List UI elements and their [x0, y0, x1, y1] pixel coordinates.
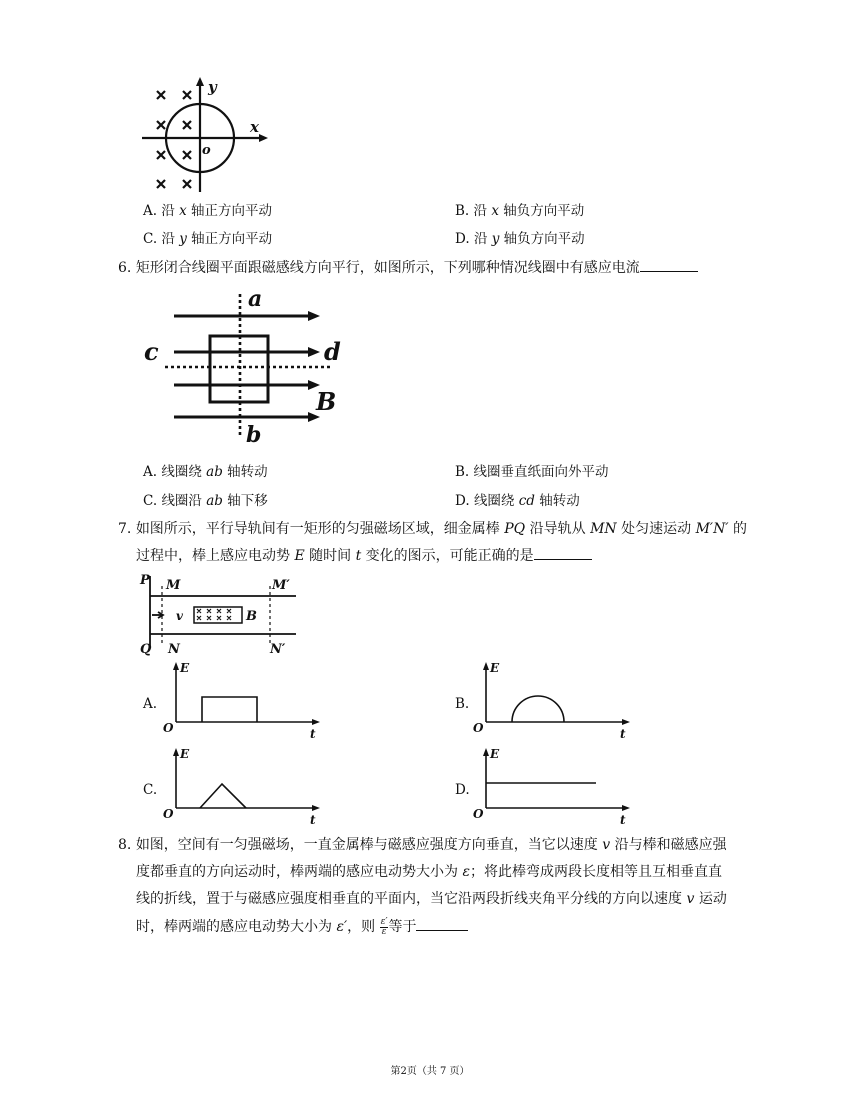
- q7-answer-blank[interactable]: [534, 545, 592, 560]
- q8-stem-line2: 度都垂直的方向运动时，棒两端的感应电动势大小为 ε；将此棒弯成两段长度相等且互相垂直直: [136, 864, 722, 880]
- q7-graph-a-E: E: [180, 661, 190, 675]
- q7-label-Q: Q: [140, 642, 152, 657]
- q6-option-b: B. 线圈垂直纸面向外平动: [455, 464, 609, 480]
- q8-fraction: $\frac{\varepsilon'}{\varepsilon}$: [380, 916, 388, 937]
- q7-label-Np: N′: [270, 642, 286, 657]
- q6-answer-blank[interactable]: [640, 257, 698, 272]
- q6-figure: [140, 286, 350, 446]
- q7-graph-d-E: E: [490, 747, 500, 761]
- q7-label-v: v: [176, 609, 183, 623]
- q5-label-y: y: [208, 78, 217, 96]
- q6-option-a: A. 线圈绕 ab 轴转动: [143, 464, 268, 480]
- q5-option-d: D. 沿 y 轴负方向平动: [455, 231, 585, 247]
- page-footer: 第2页（共 7 页）: [390, 1066, 470, 1077]
- q7-graph-c-t: t: [310, 813, 316, 827]
- q6-label-B: B: [316, 387, 337, 416]
- q8-stem-line3: 线的折线，置于与磁感应强度相垂直的平面内，当它沿两段折线夹角平分线的方向以速度 v 运动: [136, 891, 727, 907]
- q7-stem-line1: 7. 如图所示，平行导轨间有一矩形的匀强磁场区域，细金属棒 PQ 沿导轨从 MN 处匀速运动 M′N′ 的: [118, 521, 747, 537]
- q8-stem-line1: 8. 如图，空间有一匀强磁场，一直金属棒与磁感应强度方向垂直，当它以速度 v 沿与棒和磁感应强: [118, 837, 727, 853]
- q8-stem-line4: 时，棒两端的感应电动势大小为 ε′，则 $\frac{\varepsilon'}{\varepsilon}$ 等于: [136, 914, 468, 941]
- q7-option-c-letter: C.: [143, 782, 158, 798]
- q7-graph-b-E: E: [490, 661, 500, 675]
- q7-label-N: N: [168, 642, 180, 657]
- q7-option-d-letter: D.: [455, 782, 470, 798]
- q6-option-d: D. 线圈绕 cd 轴转动: [455, 493, 580, 509]
- q5-option-b: B. 沿 x 轴负方向平动: [455, 203, 585, 219]
- q5-option-c: C. 沿 y 轴正方向平动: [143, 231, 273, 247]
- q7-graph-d-O: O: [473, 807, 484, 821]
- q5-label-o: o: [202, 143, 211, 158]
- q7-graph-c-O: O: [163, 807, 174, 821]
- q6-label-b: b: [246, 422, 262, 448]
- q5-label-x: x: [250, 118, 259, 136]
- q7-graph-d: [470, 748, 630, 828]
- q5-figure: [140, 76, 270, 194]
- q7-graph-a-t: t: [310, 727, 316, 741]
- q5-option-a: A. 沿 x 轴正方向平动: [143, 203, 273, 219]
- q6-label-c: c: [144, 337, 159, 366]
- q7-graph-a-O: O: [163, 721, 174, 735]
- q7-graph-c: [160, 748, 320, 828]
- q6-stem: 6. 矩形闭合线圈平面跟磁感线方向平行，如图所示，下列哪种情况线圈中有感应电流: [118, 255, 698, 282]
- q7-label-M: M: [166, 578, 181, 593]
- q7-label-P: P: [140, 573, 150, 588]
- q7-stem-line2: 过程中，棒上感应电动势 E 随时间 t 变化的图示，可能正确的是: [136, 543, 592, 570]
- q6-label-d: d: [324, 337, 341, 366]
- q6-option-c: C. 线圈沿 ab 轴下移: [143, 493, 268, 509]
- q6-label-a: a: [248, 286, 263, 312]
- q7-graph-a: [160, 662, 320, 742]
- q7-label-Mp: M′: [272, 578, 290, 593]
- q7-graph-d-t: t: [620, 813, 626, 827]
- q8-answer-blank[interactable]: [416, 916, 468, 931]
- q7-option-a-letter: A.: [143, 696, 158, 712]
- q7-label-B: B: [246, 609, 257, 624]
- q7-option-b-letter: B.: [455, 696, 470, 712]
- q7-graph-b-O: O: [473, 721, 484, 735]
- q7-graph-c-E: E: [180, 747, 190, 761]
- q7-setup-figure: [138, 574, 298, 658]
- q7-graph-b-t: t: [620, 727, 626, 741]
- q7-graph-b: [470, 662, 630, 742]
